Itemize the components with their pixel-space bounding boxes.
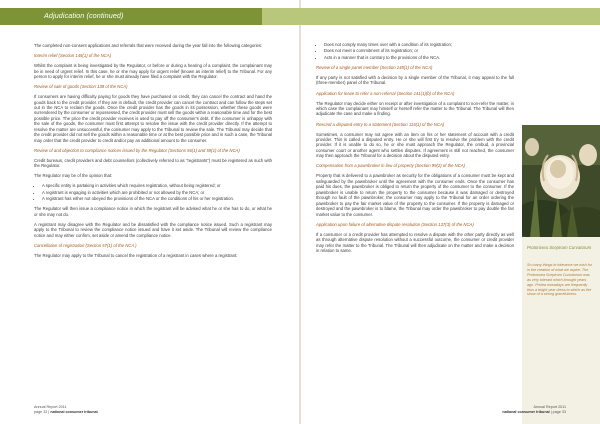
list-item: • Does not meet a commitment of its registration; or xyxy=(324,48,514,53)
list-item: • A specific entity is partaking in activities which requires registration, without being registered; or xyxy=(42,183,272,188)
body-paragraph: The Regulator may be of the opinion that: xyxy=(34,173,113,179)
body-paragraph: A registrant may disagree with the Regulator and be dissatisfied with the compliance notice issued. Such a registrant may apply to the Tribunal to review the compliance notice issued and have it set aside. The Tribunal will review the compliance notice and may either confirm, set aside or amend the compliance notice. xyxy=(34,221,272,238)
protea-photo xyxy=(522,125,600,237)
section-heading: Compensation from a pawnbroker in lieu of property (Section 99(2) of the NCA) xyxy=(316,163,466,169)
footer-right-page: | page 33 xyxy=(550,409,566,414)
body-paragraph: Sometimes, a consumer may not agree with an item on his or her statement of account with a credit provider. This is called a disputed entry. He or she will first try to resolve the problem with the credit provider. If it is unable to do so, he or she must approach the Regulator, the ombud, a provincial consumer court or another agent who settles disputes. If agreement is still not reached, the consumer may then approach the Tribunal for a decision about the disputed entry. xyxy=(316,131,514,159)
body-paragraph: The Regulator may apply to the Tribunal to cancel the registration of a registrant in cases where a registrant: xyxy=(34,252,238,258)
footer-left-page: page 32 | xyxy=(34,409,50,414)
banner-tail xyxy=(262,8,600,25)
body-paragraph: Property that is delivered to a pawnbroker as security for the obligations of a consumer must be kept and safeguarded by the pawnbroker until the agreement with the consumer ends. Once the consumer has paid his dues, the pawnbroker is obliged to return the property of the consumer to the consumer. If the pawnbroker is unable to return the property to the consumer because it was damaged or destroyed through no fault of the pawnbroker, the consumer may apply to the Tribunal for an order ordering the pawnbroker to pay the fair market value of the property to the consumer. If the property is damaged or destroyed and the pawnbroker is to blame, the Tribunal may order the pawnbroker to pay double the fair market value to the consumer. xyxy=(316,173,514,217)
body-paragraph: If any party is not satisfied with a decision by a single member of the Tribunal, it may appeal to the full (three-member) panel of the Tribunal. xyxy=(316,75,514,86)
body-paragraph: If consumers are having difficulty paying for goods they have purchased on credit, they can cancel the contract and hand the goods back to the credit provider. If they are in default, the credit provider can cancel the contract and can follow the steps set out in the NCA to reclaim the goods. Once the credit provider has the goods in its possession, whether these goods were surrendered by the consumer or repossessed, the credit provider must sell the goods within a reasonable time and for the best possible price. The price the credit provider receives is used to pay off the consumer's debt. If the consumer is unhappy with the sale of the goods, the consumer must first attempt to resolve the issue with the credit provider directly. If the attempt to resolve the matter are unsuccessful, the consumer may apply to the Tribunal to review the sale. The Tribunal may decide that the credit provider did not sell the goods within a reasonable time or at the best possible price and in such a case, the Tribunal may order that the credit provider to credit and/or pay an additional amount to the consumer. xyxy=(34,94,272,143)
section-heading: Application upon failure of alternative dispute resolution (Section 137(3) of the NCA) xyxy=(316,221,474,227)
footer-right-brand: national consumer tribunal xyxy=(502,409,550,414)
section-heading: Review of and objection to compliance notices issued by the Regulator (Sections 56(1) and 59(1) of the NCA) xyxy=(34,147,240,153)
body-paragraph: Whilst the complaint is being investigated by the Regulator, or before or during a hearing of a complaint, the complainant may be in need of urgent relief. In this case, he or she may apply for urgent relief (known as interim relief) to the Tribunal. For any person to apply for interim relief, he or she must already have filed a complaint with the Regulator. xyxy=(34,63,272,79)
protea-flower-image xyxy=(522,125,600,237)
page-gutter xyxy=(299,0,301,424)
bullet-list xyxy=(34,183,272,201)
footer-left-brand: national consumer tribunal xyxy=(50,409,98,414)
list-item: • A registrant has either not obeyed the provisions of the NCA or the conditions of his or her registration. xyxy=(42,196,272,201)
body-paragraph: The completed non-consent applications and referrals that were received during the year fall into the following categories: xyxy=(34,43,263,48)
left-column xyxy=(34,43,272,263)
banner-bar xyxy=(0,8,262,25)
section-heading: Interim relief (Section 145(1) of the NCA) xyxy=(34,53,112,59)
body-paragraph: The Regulator will then issue a compliance notice in which the registrant will be advised what he or she has to do, or what he or she may not do. xyxy=(34,206,272,217)
footer-right-report: Annual Report 2011 xyxy=(533,405,566,409)
list-item: • Does not comply many times over with a condition of its registration; xyxy=(324,42,514,47)
body-paragraph: If a consumer or a credit provider has attempted to resolve a dispute with the other party directly as well as through alternative dispute resolution without a successful outcome, the consumer or credit provider may refer the matter to the Tribunal. The Tribunal will then adjudicate on the matter and make a decision in relation to same. xyxy=(316,231,514,254)
sidebar-box xyxy=(522,237,600,424)
section-heading: Rescind a disputed entry to a statement (Section 115(1) of the NCA) xyxy=(316,121,445,127)
section-heading: Application for leave to refer a non-referral (Section 141(1)(b) of the NCA) xyxy=(316,90,455,96)
footer-left xyxy=(34,405,98,414)
bullet-list xyxy=(316,42,514,60)
footer-right xyxy=(502,405,566,414)
list-item: • Acts in a manner that is contrary to the provisions of the NCA. xyxy=(324,55,514,60)
list-item: • A registrant is engaging in activities which are prohibited or not allowed by the NCA; or xyxy=(42,190,272,195)
section-heading: Review of sale of goods (Section 138 of the NCA) xyxy=(34,84,128,90)
sidebar-body: So many things in tolerance we wish for in the creation of what we aspire. The Protorosea Sceptrum Curvatorum was as very tolerant which brought years ago. Protea nowadays are frequently thus a bright year dress to which as the show of a strong gracefulness. xyxy=(527,263,592,297)
banner-title: Adjudication (continued) xyxy=(44,11,124,20)
body-paragraph: The Regulator may decide either on receipt or after investigation of a complaint to non-refer the matter, in which case the complainant may himself or herself refer the matter to the Tribunal. The Tribunal will then adjudicate the case and make a finding. xyxy=(316,100,514,117)
right-column xyxy=(316,42,514,258)
sidebar-heading: Protorosea Sceptrum Curvatorum xyxy=(527,245,592,250)
body-paragraph: Credit bureaus, credit providers and debt counsellors (collectively referred to as "registrants") must be registered as such with the Regulator. xyxy=(34,157,272,169)
section-heading: Review of a single panel member (Section 148(1) of the NCA) xyxy=(316,64,433,70)
section-banner xyxy=(0,8,600,25)
section-heading: Cancellation of registration (Section 57(1) of the NCA ) xyxy=(34,242,137,248)
footer-left-report: Annual Report 2011 xyxy=(34,405,67,409)
